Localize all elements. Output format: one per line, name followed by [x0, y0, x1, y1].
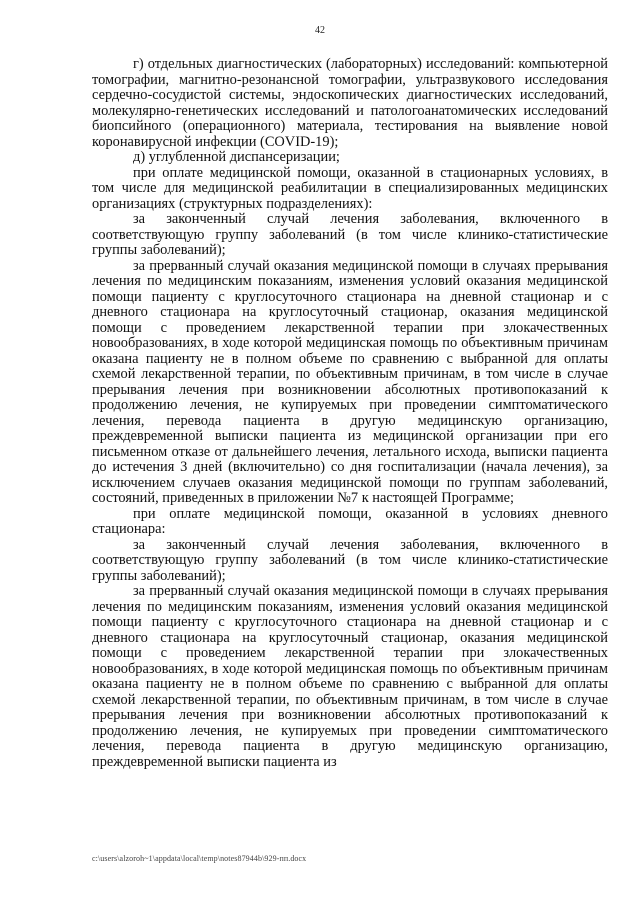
- paragraph-diagnostic-studies: г) отдельных диагностических (лабораторных) исследований: компьютерной томографии, магнитно-резонансной томографии, ультразвукового исследования сердечно-сосудистой системы, эндоскопических диагностических исследований, молекулярно-генетических исследований и патологоанатомических исследований биопсийного (операционного) материала, тестирования на выявление новой коронавирусной инфекции (COVID-19);: [92, 56, 608, 150]
- paragraph-day-hospital-payment: при оплате медицинской помощи, оказанной в условиях дневного стационара:: [92, 505, 608, 537]
- paragraph-inpatient-completed-case: за законченный случай лечения заболевания, включенного в соответствующую группу заболеваний (в том числе клинико-статистические группы заболеваний);: [92, 211, 608, 258]
- document-body: [92, 57, 608, 770]
- paragraph-inpatient-interrupted-case: за прерванный случай оказания медицинской помощи в случаях прерывания лечения по медицинским показаниям, изменения условий оказания медицинской помощи пациенту с круглосуточного стационара на дневной стационар и с дневного стационара на круглосуточный стационар, оказания медицинской помощи с проведением лекарственной терапии при злокачественных новообразованиях, в ходе которой медицинская помощь по объективным причинам оказана пациенту не в полном объеме по сравнению с выбранной для оплаты схемой лекарственной терапии, по объективным причинам, в том числе в случае прерывания лечения при возникновении абсолютных противопоказаний к продолжению лечения, не купируемых при проведении симптоматического лечения, перевода пациента в другую медицинскую организацию, преждевременной выписки пациента из медицинской организации при его письменном отказе от дальнейшего лечения, летального исхода, выписки пациента до истечения 3 дней (включительно) со дня госпитализации (начала лечения), за исключением случаев оказания медицинской помощи по группам заболеваний, состояний, приведенных в приложении №7 к настоящей Программе;: [92, 257, 608, 506]
- paragraph-day-hospital-completed-case: за законченный случай лечения заболевания, включенного в соответствующую группу заболеваний (в том числе клинико-статистические группы заболеваний);: [92, 536, 608, 584]
- paragraph-inpatient-payment: при оплате медицинской помощи, оказанной в стационарных условиях, в том числе для медицинской реабилитации в специализированных медицинских организациях (структурных подразделениях):: [92, 164, 608, 212]
- footer-file-path: c:\users\alzoroh~1\appdata\local\temp\notes87944b\929-пп.docx: [92, 854, 307, 863]
- paragraph-dispensarization: д) углубленной диспансеризации;: [133, 149, 340, 165]
- page-number: 42: [315, 25, 325, 36]
- paragraph-day-hospital-interrupted-case: за прерванный случай оказания медицинской помощи в случаях прерывания лечения по медицинским показаниям, изменения условий оказания медицинской помощи пациенту с круглосуточного стационара на дневной стационар и с дневного стационара на круглосуточный стационар, оказания медицинской помощи с проведением лекарственной терапии при злокачественных новообразованиях, в ходе которой медицинская помощь по объективным причинам оказана пациенту не в полном объеме по сравнению с выбранной для оплаты схемой лекарственной терапии, по объективным причинам, в том числе в случае прерывания лечения при возникновении абсолютных противопоказаний к продолжению лечения, не купируемых при проведении симптоматического лечения, перевода пациента в другую медицинскую организацию, преждевременной выписки пациента из: [92, 583, 608, 770]
